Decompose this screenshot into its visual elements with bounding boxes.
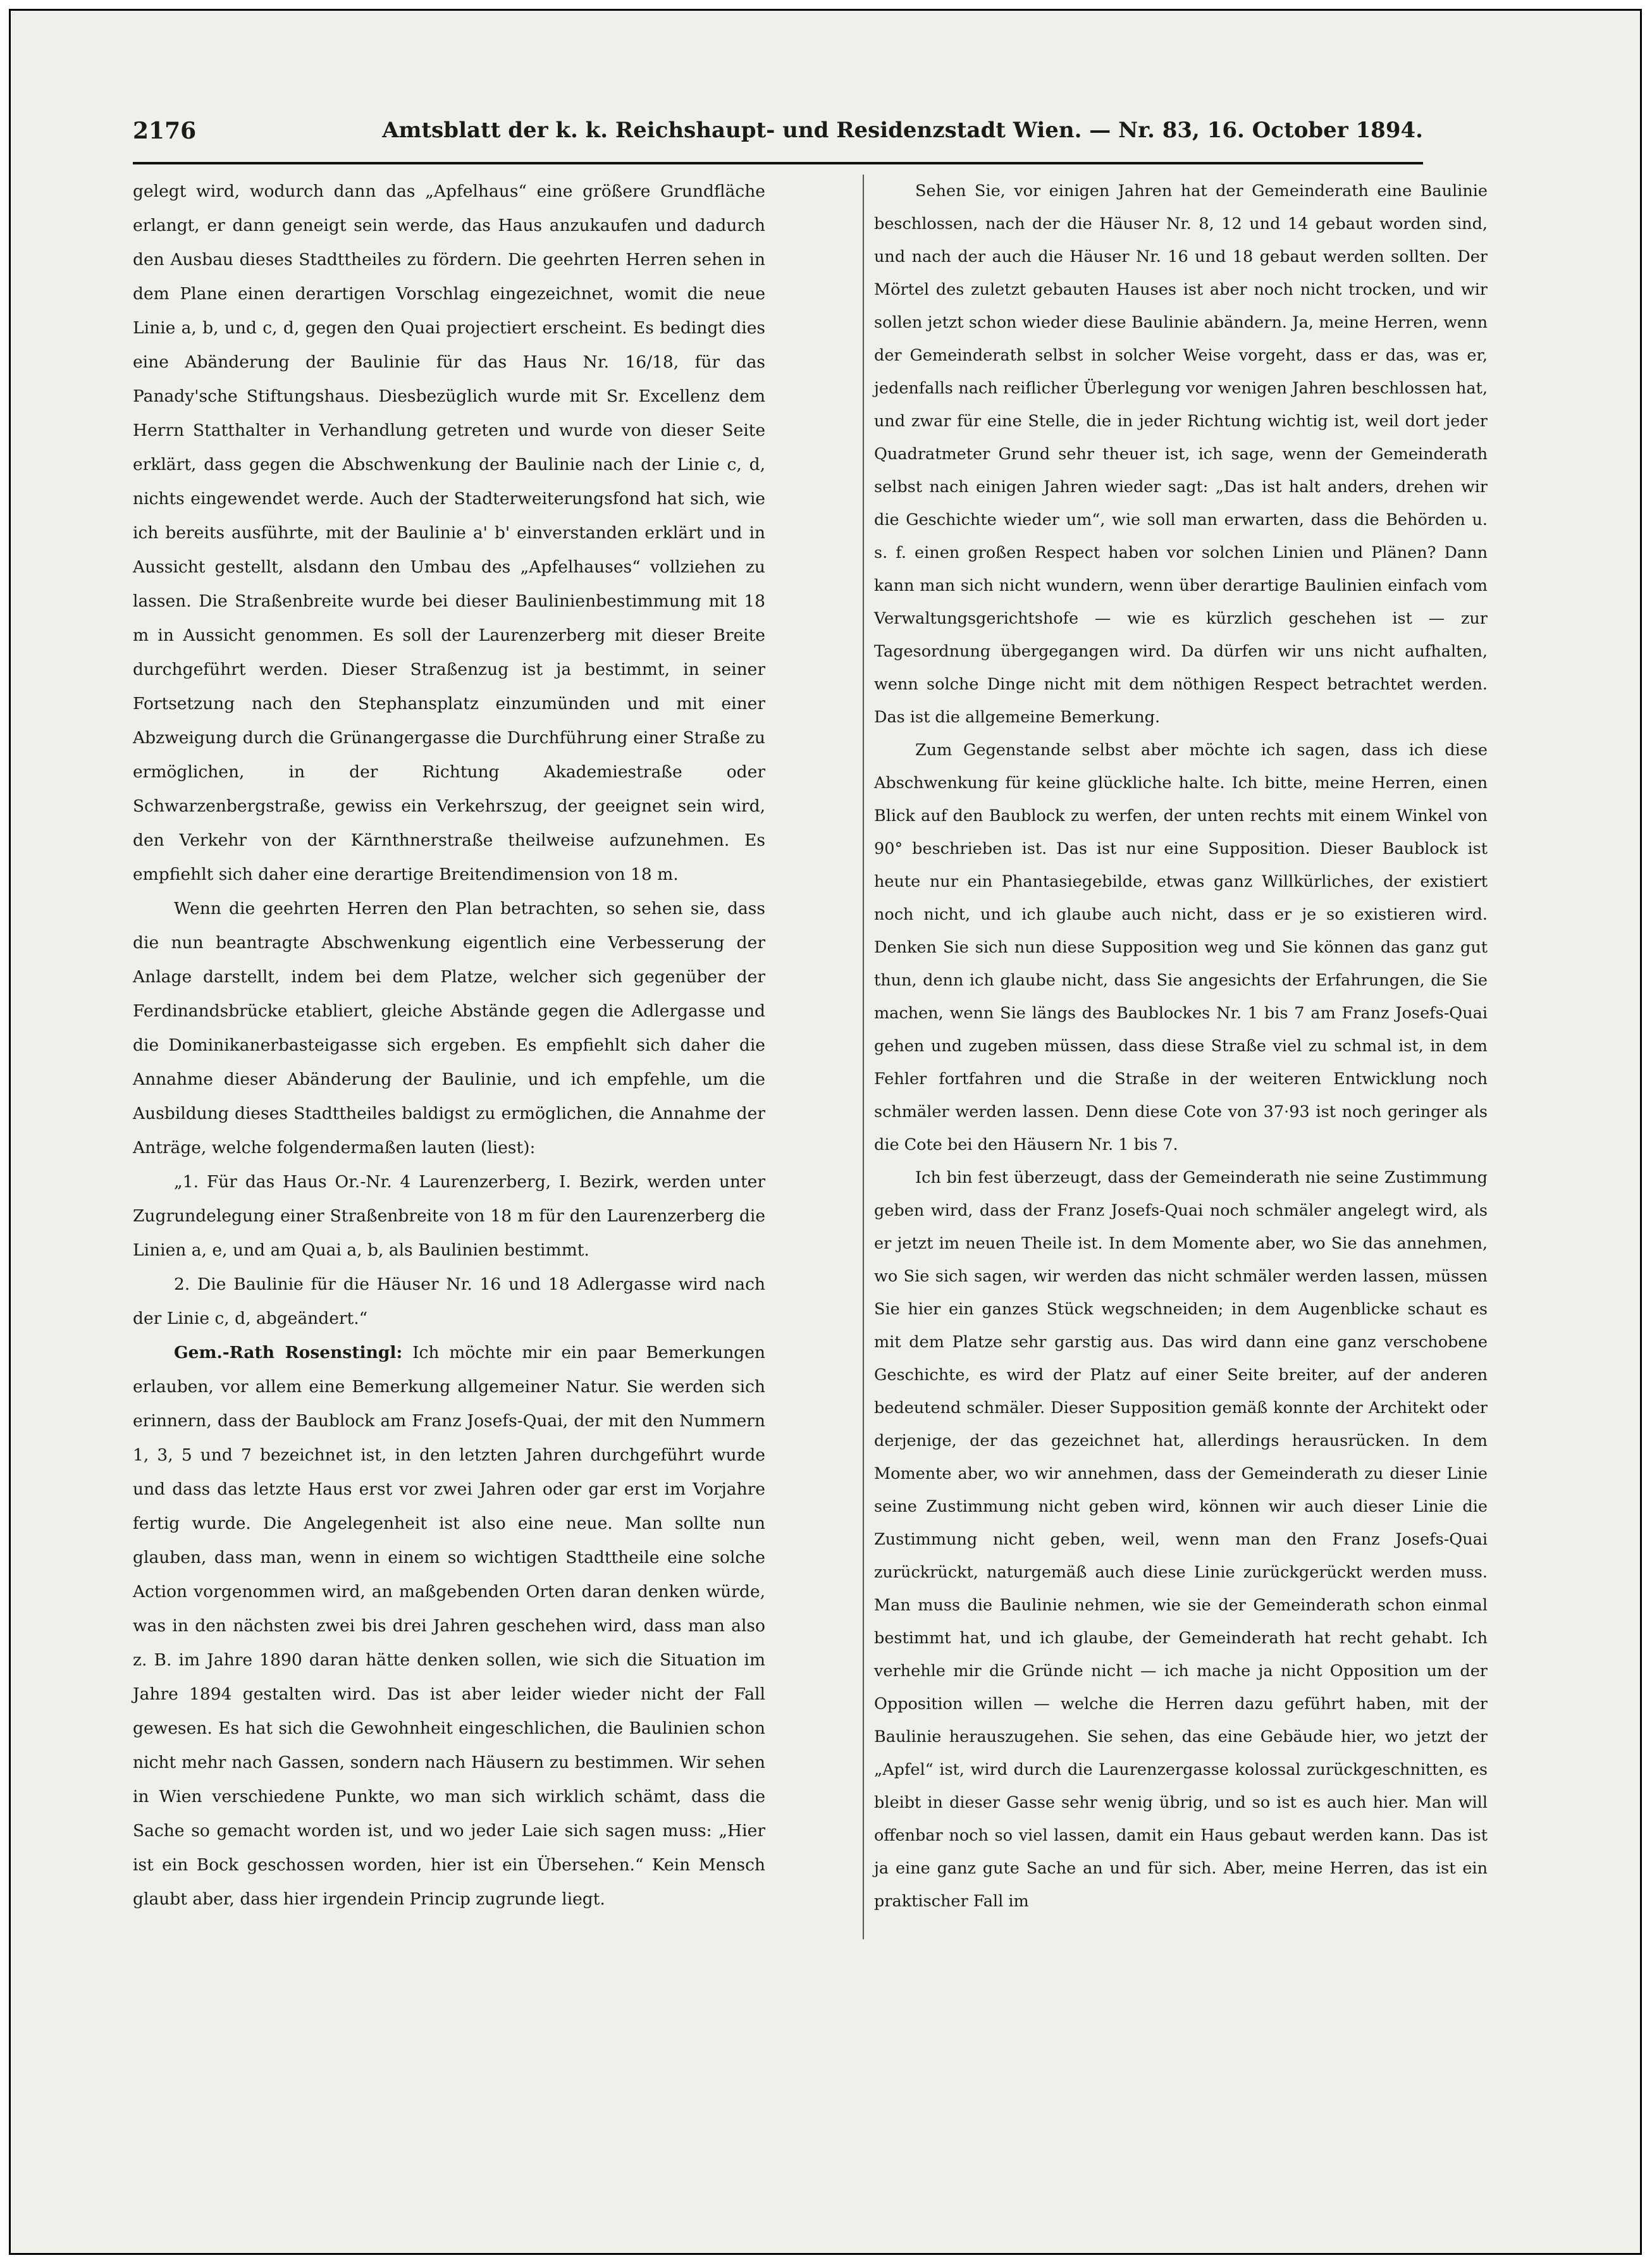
column-divider [863, 175, 864, 1939]
speech-paragraph [133, 1336, 765, 1916]
paragraph: gelegt wird, wodurch dann das „Apfelhaus“ eine größere Grundfläche erlangt, er dann geneigt sein werde, das Haus anzukaufen und dadurch den Ausbau dieses Stadttheiles zu fördern. Die geehrten Herren sehen in dem Plane einen derartigen Vorschlag eingezeichnet, womit die neue Linie a, b, und c, d, gegen den Quai projectiert erscheint. Es bedingt dies eine Abänderung der Baulinie für das Haus Nr. 16/18, für das Panady'sche Stiftungshaus. Diesbezüglich wurde mit Sr. Excellenz dem Herrn Statthalter in Verhandlung getreten und wurde von dieser Seite erklärt, dass gegen die Abschwenkung der Baulinie nach der Linie c, d, nichts eingewendet werde. Auch der Stadterweiterungsfond hat sich, wie ich bereits ausführte, mit der Baulinie a' b' einverstanden erklärt und in Aussicht gestellt, alsdann den Umbau des „Apfelhauses“ vollziehen zu lassen. Die Straßenbreite wurde bei dieser Baulinienbestimmung mit 18 m in Aussicht genommen. Es soll der Laurenzerberg mit dieser Breite durchgeführt werden. Dieser Straßenzug ist ja bestimmt, in seiner Fortsetzung nach den Stephansplatz einzumünden und mit einer Abzweigung durch die Grünangergasse die Durchführung einer Straße zu ermöglichen, in der Richtung Akademiestraße oder Schwarzenbergstraße, gewiss ein Verkehrszug, der geeignet sein wird, den Verkehr von der Kärnthnerstraße theilweise aufzunehmen. Es empfiehlt sich daher eine derartige Breitendimension von 18 m. [133, 182, 765, 884]
speaker-name: Gem.-Rath Rosenstingl: [174, 1343, 403, 1362]
page-number: 2176 [133, 118, 197, 144]
page-header [133, 118, 1423, 156]
right-column [874, 175, 1488, 1918]
paragraph: Zum Gegenstande selbst aber möchte ich sagen, dass ich diese Abschwenkung für keine glückliche halte. Ich bitte, meine Herren, einen Blick auf den Baublock zu werfen, der unten rechts mit einem Winkel von 90° beschrieben ist. Das ist nur eine Supposition. Dieser Baublock ist heute nur ein Phantasiegebilde, etwas ganz Willkürliches, der existiert noch nicht, und ich glaube auch nicht, dass er je so existieren wird. Denken Sie sich nun diese Supposition weg und Sie können das ganz gut thun, denn ich glaube nicht, dass Sie angesichts der Erfahrungen, die Sie machen, wenn Sie längs des Baublockes Nr. 1 bis 7 am Franz Josefs-Quai gehen und zugeben müssen, dass diese Straße viel zu schmal ist, in dem Fehler fortfahren und die Straße in der weiteren Entwicklung noch schmäler werden lassen. Denn diese Cote von 37·93 ist noch geringer als die Cote bei den Häusern Nr. 1 bis 7. [874, 741, 1488, 1154]
left-column [133, 175, 765, 1916]
quoted-motion-1: „1. Für das Haus Or.-Nr. 4 Laurenzerberg, I. Bezirk, werden unter Zugrundelegung einer Straßenbreite von 18 m für den Laurenzerberg die Linien a, e, und am Quai a, b, als Baulinien bestimmt. [133, 1172, 765, 1260]
paragraph: Sehen Sie, vor einigen Jahren hat der Gemeinderath eine Baulinie beschlossen, nach der die Häuser Nr. 8, 12 und 14 gebaut worden sind, und nach der auch die Häuser Nr. 16 und 18 gebaut werden sollten. Der Mörtel des zuletzt gebauten Hauses ist aber noch nicht trocken, und wir sollen jetzt schon wieder diese Baulinie abändern. Ja, meine Herren, wenn der Gemeinderath selbst in solcher Weise vorgeht, dass er das, was er, jedenfalls nach reiflicher Überlegung vor wenigen Jahren beschlossen hat, und zwar für eine Stelle, die in jeder Richtung wichtig ist, weil dort jeder Quadratmeter Grund sehr theuer ist, ich sage, wenn der Gemeinderath selbst nach einigen Jahren wieder sagt: „Das ist halt anders, drehen wir die Geschichte wieder um“, wie soll man erwarten, dass die Behörden u. s. f. einen großen Respect haben vor solchen Linien und Plänen? Dann kann man sich nicht wundern, wenn über derartige Baulinien einfach vom Verwaltungsgerichtshofe — wie es kürzlich geschehen ist — zur Tagesordnung übergegangen wird. Da dürfen wir uns nicht aufhalten, wenn solche Dinge nicht mit dem nöthigen Respect betrachtet werden. Das ist die allgemeine Bemerkung. [874, 182, 1488, 727]
quoted-motion-2: 2. Die Baulinie für die Häuser Nr. 16 und 18 Adlergasse wird nach der Linie c, d, abgeändert.“ [133, 1274, 765, 1328]
paragraph: Wenn die geehrten Herren den Plan betrachten, so sehen sie, dass die nun beantragte Abschwenkung eigentlich eine Verbesserung der Anlage darstellt, indem bei dem Platze, welcher sich gegenüber der Ferdinandsbrücke etabliert, gleiche Abstände gegen die Adlergasse und die Dominikanerbasteigasse sich ergeben. Es empfiehlt sich daher die Annahme dieser Abänderung der Baulinie, und ich empfehle, um die Ausbildung dieses Stadttheiles baldigst zu ermöglichen, die Annahme der Anträge, welche folgendermaßen lauten (liest): [133, 899, 765, 1157]
page [9, 9, 1642, 2255]
header-rule [133, 162, 1423, 164]
running-title: Amtsblatt der k. k. Reichshaupt- und Residenzstadt Wien. — Nr. 83, 16. October 1894. [382, 118, 1423, 143]
speech-text: Ich möchte mir ein paar Bemerkungen erlauben, vor allem eine Bemerkung allgemeiner Natur. Sie werden sich erinnern, dass der Baublock am Franz Josefs-Quai, der mit den Nummern 1, 3, 5 und 7 bezeichnet ist, in den letzten Jahren durchgeführt wurde und dass das letzte Haus erst vor zwei Jahren oder gar erst im Vorjahre fertig wurde. Die Angelegenheit ist also eine neue. Man sollte nun glauben, dass man, wenn in einem so wichtigen Stadttheile eine solche Action vorgenommen wird, an maßgebenden Orten daran denken würde, was in den nächsten zwei bis drei Jahren geschehen wird, dass man also z. B. im Jahre 1890 daran hätte denken sollen, wie sich die Situation im Jahre 1894 gestalten wird. Das ist aber leider wieder nicht der Fall gewesen. Es hat sich die Gewohnheit eingeschlichen, die Baulinien schon nicht mehr nach Gassen, sondern nach Häusern zu bestimmen. Wir sehen in Wien verschiedene Punkte, wo man sich wirklich schämt, dass die Sache so gemacht worden ist, und wo jeder Laie sich sagen muss: „Hier ist ein Bock geschossen worden, hier ist ein Übersehen.“ Kein Mensch glaubt aber, dass hier irgendein Princip zugrunde liegt. [133, 1343, 765, 1909]
paragraph: Ich bin fest überzeugt, dass der Gemeinderath nie seine Zustimmung geben wird, dass der Franz Josefs-Quai noch schmäler angelegt wird, als er jetzt im neuen Theile ist. In dem Momente aber, wo Sie das annehmen, wo Sie sich sagen, wir werden das nicht schmäler werden lassen, müssen Sie hier ein ganzes Stück wegschneiden; in dem Augenblicke schaut es mit dem Platze sehr garstig aus. Das wird dann eine ganz verschobene Geschichte, es wird der Platz auf einer Seite breiter, auf der anderen bedeutend schmäler. Dieser Supposition gemäß konnte der Architekt oder derjenige, der das gezeichnet hat, allerdings herausrücken. In dem Momente aber, wo wir annehmen, dass der Gemeinderath zu dieser Linie seine Zustimmung nicht geben wird, können wir auch dieser Linie die Zustimmung nicht geben, weil, wenn man den Franz Josefs-Quai zurückrückt, naturgemäß auch diese Linie zurückgerückt werden muss. Man muss die Baulinie nehmen, wie sie der Gemeinderath schon einmal bestimmt hat, und ich glaube, der Gemeinderath hat recht gehabt. Ich verhehle mir die Gründe nicht — ich mache ja nicht Opposition um der Opposition willen — welche die Herren dazu geführt haben, mit der Baulinie herauszugehen. Sie sehen, das eine Gebäude hier, wo jetzt der „Apfel“ ist, wird durch die Laurenzergasse kolossal zurückgeschnitten, es bleibt in dieser Gasse sehr wenig übrig, und so ist es auch hier. Man will offenbar noch so viel lassen, damit ein Haus gebaut werden kann. Das ist ja eine ganz gute Sache an und für sich. Aber, meine Herren, das ist ein praktischer Fall im [874, 1168, 1488, 1911]
